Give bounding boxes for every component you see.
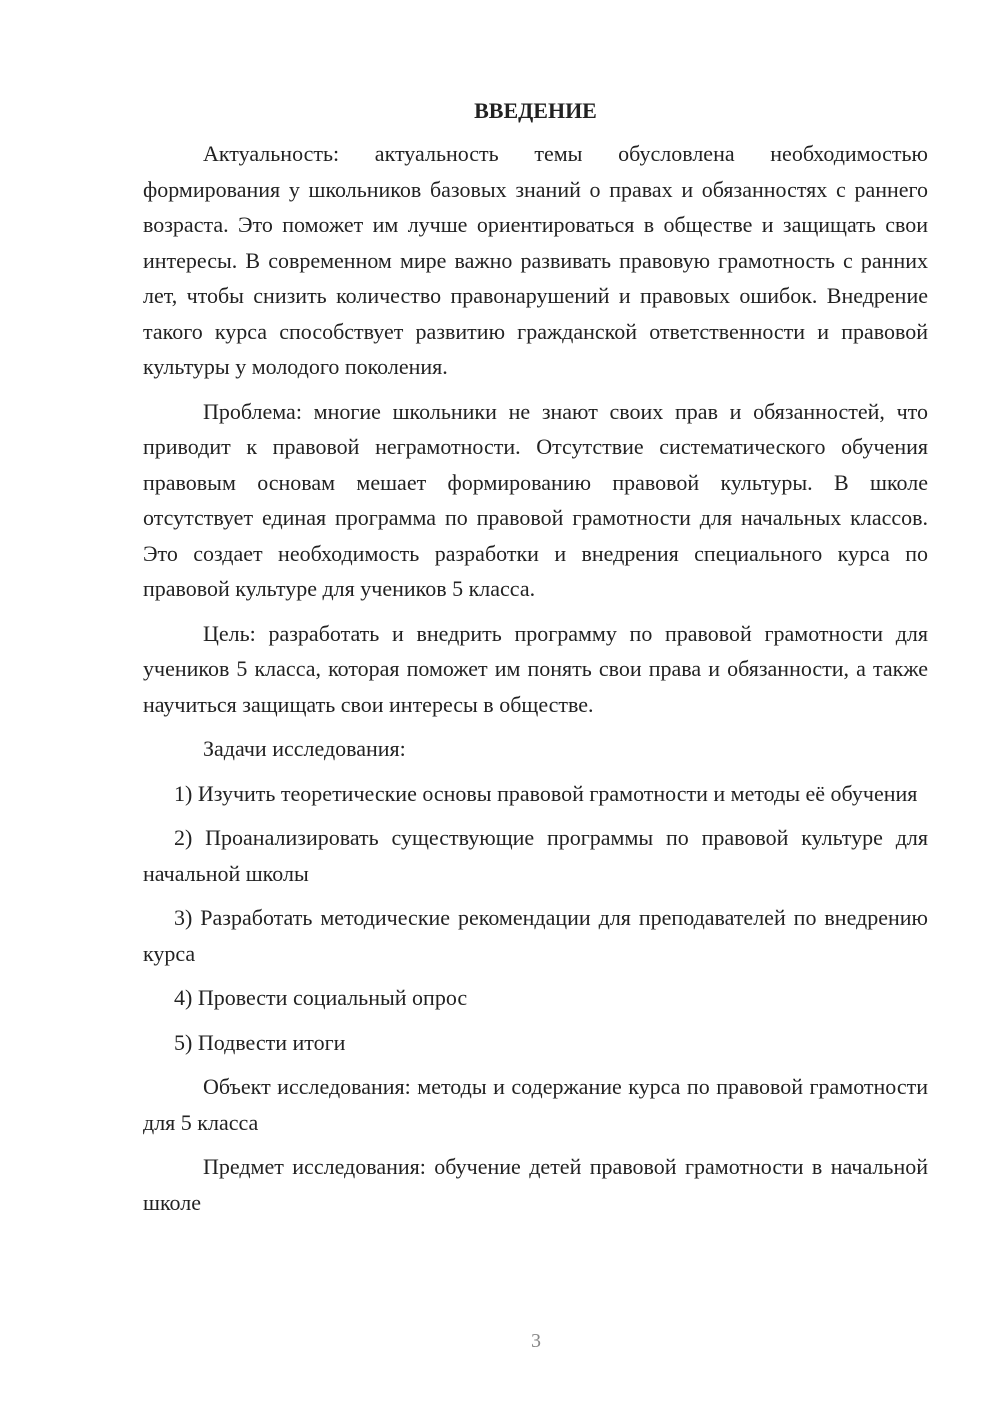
page-number: 3 <box>531 1330 541 1352</box>
problem-paragraph: Проблема: многие школьники не знают своих прав и обязанностей, что приводит к правовой неграмотности. Отсутствие систематического обучения правовым основам мешает формированию правовой культуры. В школе отсутствует единая программа по правовой грамотности для начальных классов. Это создает необходимость разработки и внедрения специального курса по правовой культуре для учеников 5 класса. <box>143 398 928 601</box>
tasks-heading: Задачи исследования: <box>203 736 406 761</box>
task-item-5: 5) Подвести итоги <box>174 1029 346 1055</box>
task-item-3: 3) Разработать методические рекомендации для преподавателей по внедрению курса <box>143 905 928 966</box>
object-paragraph: Объект исследования: методы и содержание курса по правовой грамотности для 5 класса <box>143 1074 928 1135</box>
section-heading: ВВЕДЕНИЕ <box>474 98 597 123</box>
goal-paragraph: Цель: разработать и внедрить программу по правовой грамотности для учеников 5 класса, которая поможет им понять свои права и обязанности, а также научиться защищать свои интересы в обществе. <box>143 620 928 717</box>
task-item-1: 1) Изучить теоретические основы правовой грамотности и методы её обучения <box>174 780 918 806</box>
page-content <box>143 93 928 1229</box>
task-item-2: 2) Проанализировать существующие программы по правовой культуре для начальной школы <box>143 825 928 886</box>
task-item-4: 4) Провести социальный опрос <box>174 985 468 1010</box>
subject-paragraph: Предмет исследования: обучение детей правовой грамотности в начальной школе <box>143 1154 928 1215</box>
relevance-paragraph: Актуальность: актуальность темы обусловлена необходимостью формирования у школьников базовых знаний о правах и обязанностях с раннего возраста. Это поможет им лучше ориентироваться в обществе и защищать свои интересы. В современном мире важно развивать правовую грамотность с ранних лет, чтобы снизить количество правонарушений и правовых ошибок. Внедрение такого курса способствует развитию гражданской ответственности и правовой культуры у молодого поколения. <box>143 141 928 379</box>
